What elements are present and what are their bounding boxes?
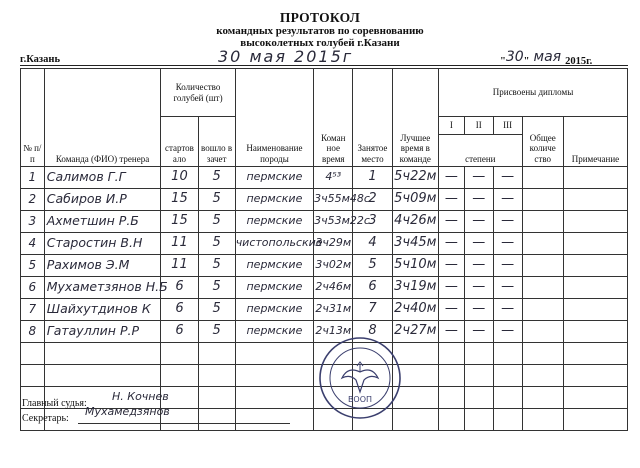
- cell-place: 8: [353, 321, 392, 343]
- cell-degree-3: —: [493, 255, 522, 277]
- cell-place: 1: [353, 167, 392, 189]
- cell-note: [563, 321, 627, 343]
- date-close-quote: ": [523, 56, 530, 67]
- stamp-seal-icon: [318, 336, 402, 420]
- cell-degree-2: —: [464, 321, 493, 343]
- cell-total: [522, 277, 563, 299]
- empty-cell: [522, 387, 563, 409]
- empty-cell: [44, 365, 161, 387]
- empty-cell: [161, 365, 198, 387]
- empty-cell: [21, 365, 45, 387]
- empty-cell: [235, 409, 313, 431]
- cell-number: 7: [21, 299, 45, 321]
- empty-cell: [493, 343, 522, 365]
- cell-team: Сабиров И.Р: [44, 189, 161, 211]
- empty-cell: [161, 343, 198, 365]
- table-row: [21, 167, 628, 189]
- cell-total: [522, 255, 563, 277]
- cell-note: [563, 211, 627, 233]
- cell-best-time: 5ч09м: [392, 189, 438, 211]
- empty-cell: [563, 365, 627, 387]
- cell-total: [522, 167, 563, 189]
- empty-cell: [522, 409, 563, 431]
- table-row: [21, 255, 628, 277]
- col-number: № п/п: [21, 69, 45, 167]
- cell-degree-3: —: [493, 167, 522, 189]
- empty-cell: [439, 409, 465, 431]
- cell-team-time: 3ч53м22с: [314, 211, 353, 233]
- cell-started: 11: [161, 255, 198, 277]
- col-degree-2: II: [464, 117, 493, 135]
- cell-counted: 5: [198, 189, 235, 211]
- cell-total: [522, 211, 563, 233]
- empty-cell: [563, 387, 627, 409]
- cell-started: 6: [161, 277, 198, 299]
- col-degree-1: I: [439, 117, 465, 135]
- date-month: мая: [533, 49, 562, 65]
- empty-cell: [198, 409, 235, 431]
- date-year: 2015г.: [565, 56, 593, 67]
- table-row: [21, 211, 628, 233]
- cell-best-time: 5ч10м: [392, 255, 438, 277]
- empty-cell: [21, 343, 45, 365]
- cell-started: 15: [161, 211, 198, 233]
- cell-place: 5: [353, 255, 392, 277]
- empty-cell: [493, 365, 522, 387]
- col-degree-3: III: [493, 117, 522, 135]
- cell-degree-1: —: [439, 299, 465, 321]
- empty-cell: [439, 343, 465, 365]
- col-team-time: Коман ное время: [314, 69, 353, 167]
- cell-degree-1: —: [439, 255, 465, 277]
- col-started: стартов ало: [161, 117, 198, 167]
- cell-counted: 5: [198, 277, 235, 299]
- cell-number: 4: [21, 233, 45, 255]
- cell-number: 2: [21, 189, 45, 211]
- cell-counted: 5: [198, 233, 235, 255]
- col-note: Примечание: [563, 117, 627, 167]
- cell-number: 5: [21, 255, 45, 277]
- cell-team: Гатауллин Р.Р: [44, 321, 161, 343]
- cell-counted: 5: [198, 299, 235, 321]
- cell-breed: пермские: [235, 277, 313, 299]
- col-counted: вошло в зачет: [198, 117, 235, 167]
- cell-best-time: 2ч27м: [392, 321, 438, 343]
- cell-team-time: 2ч13м: [314, 321, 353, 343]
- cell-team: Шайхутдинов К: [44, 299, 161, 321]
- cell-place: 6: [353, 277, 392, 299]
- empty-cell: [198, 343, 235, 365]
- cell-note: [563, 233, 627, 255]
- cell-degree-2: —: [464, 189, 493, 211]
- empty-cell: [464, 409, 493, 431]
- chief-judge-signature: Н. Кочнев: [112, 390, 169, 403]
- cell-degree-2: —: [464, 233, 493, 255]
- cell-note: [563, 299, 627, 321]
- protocol-title: ПРОТОКОЛ: [279, 10, 361, 25]
- cell-breed: пермские: [235, 211, 313, 233]
- cell-total: [522, 321, 563, 343]
- cell-breed: чистопольские: [235, 233, 313, 255]
- cell-total: [522, 189, 563, 211]
- date-day: 30: [505, 49, 524, 65]
- cell-team: Рахимов Э.М: [44, 255, 161, 277]
- cell-degree-1: —: [439, 167, 465, 189]
- cell-team: Мухаметзянов Н.Б: [44, 277, 161, 299]
- empty-cell: [235, 365, 313, 387]
- cell-team-time: 2ч46м: [314, 277, 353, 299]
- col-breed: Наименование породы: [235, 69, 313, 167]
- cell-number: 1: [21, 167, 45, 189]
- cell-degree-1: —: [439, 189, 465, 211]
- empty-cell: [493, 387, 522, 409]
- secretary-signature: Мухамедзянов: [85, 405, 170, 418]
- chief-judge-label: Главный судья:: [22, 398, 87, 409]
- cell-team-time: 3ч29м: [314, 233, 353, 255]
- table-row: [21, 189, 628, 211]
- empty-cell: [464, 343, 493, 365]
- cell-degree-3: —: [493, 211, 522, 233]
- col-total: Общее количе ство: [522, 117, 563, 167]
- cell-best-time: 2ч40м: [392, 299, 438, 321]
- cell-place: 7: [353, 299, 392, 321]
- empty-cell: [44, 343, 161, 365]
- cell-total: [522, 299, 563, 321]
- table-row: [21, 233, 628, 255]
- cell-started: 10: [161, 167, 198, 189]
- empty-cell: [522, 343, 563, 365]
- cell-number: 8: [21, 321, 45, 343]
- col-count-group: Количество голубей (шт): [161, 69, 235, 117]
- cell-best-time: 3ч19м: [392, 277, 438, 299]
- cell-team: Старостин В.Н: [44, 233, 161, 255]
- empty-cell: [235, 343, 313, 365]
- secretary-signature-line: [78, 423, 290, 424]
- cell-breed: пермские: [235, 321, 313, 343]
- table-row: [21, 299, 628, 321]
- cell-place: 4: [353, 233, 392, 255]
- cell-note: [563, 277, 627, 299]
- cell-counted: 5: [198, 167, 235, 189]
- cell-note: [563, 255, 627, 277]
- empty-cell: [464, 365, 493, 387]
- col-degrees: степени: [439, 135, 523, 167]
- table-row: [21, 277, 628, 299]
- cell-counted: 5: [198, 321, 235, 343]
- cell-note: [563, 167, 627, 189]
- city-label: г.Казань: [20, 54, 61, 65]
- cell-degree-1: —: [439, 211, 465, 233]
- col-place: Занятое место: [353, 69, 392, 167]
- header-underline: [20, 65, 628, 66]
- cell-degree-2: —: [464, 167, 493, 189]
- protocol-subtitle-1: командных результатов по соревнованию: [216, 25, 424, 37]
- cell-number: 3: [21, 211, 45, 233]
- cell-team: Ахметшин Р.Б: [44, 211, 161, 233]
- empty-cell: [464, 387, 493, 409]
- col-diplomas-group: Присвоены дипломы: [439, 69, 628, 117]
- cell-breed: пермские: [235, 255, 313, 277]
- cell-degree-1: —: [439, 277, 465, 299]
- col-best-time: Лучшее время в команде: [392, 69, 438, 167]
- cell-best-time: 4ч26м: [392, 211, 438, 233]
- cell-degree-1: —: [439, 321, 465, 343]
- col-team: Команда (ФИО) тренера: [44, 69, 161, 167]
- empty-cell: [563, 343, 627, 365]
- empty-cell: [522, 365, 563, 387]
- cell-degree-3: —: [493, 277, 522, 299]
- cell-team-time: 3ч02м: [314, 255, 353, 277]
- protocol-subtitle-2: высоколетных голубей г.Казани: [240, 37, 400, 49]
- cell-place: 2: [353, 189, 392, 211]
- cell-counted: 5: [198, 255, 235, 277]
- cell-team-time: 4⁵³: [314, 167, 353, 189]
- cell-started: 6: [161, 299, 198, 321]
- cell-degree-1: —: [439, 233, 465, 255]
- cell-started: 11: [161, 233, 198, 255]
- handwritten-date: 30 мая 2015г: [218, 47, 354, 66]
- empty-cell: [563, 409, 627, 431]
- cell-degree-3: —: [493, 321, 522, 343]
- cell-degree-2: —: [464, 255, 493, 277]
- cell-degree-3: —: [493, 189, 522, 211]
- cell-total: [522, 233, 563, 255]
- empty-cell: [493, 409, 522, 431]
- cell-number: 6: [21, 277, 45, 299]
- cell-note: [563, 189, 627, 211]
- empty-cell: [198, 365, 235, 387]
- date-open-quote: ": [500, 56, 506, 67]
- organization-stamp: [318, 336, 402, 425]
- empty-cell: [235, 387, 313, 409]
- cell-counted: 5: [198, 211, 235, 233]
- cell-team: Салимов Г.Г: [44, 167, 161, 189]
- cell-best-time: 3ч45м: [392, 233, 438, 255]
- cell-team-time: 2ч31м: [314, 299, 353, 321]
- cell-started: 15: [161, 189, 198, 211]
- cell-team-time: 3ч55м48с: [314, 189, 353, 211]
- empty-cell: [439, 387, 465, 409]
- cell-place: 3: [353, 211, 392, 233]
- cell-degree-2: —: [464, 277, 493, 299]
- cell-degree-2: —: [464, 211, 493, 233]
- empty-cell: [198, 387, 235, 409]
- cell-breed: пермские: [235, 189, 313, 211]
- cell-degree-2: —: [464, 299, 493, 321]
- cell-breed: пермские: [235, 299, 313, 321]
- cell-degree-3: —: [493, 233, 522, 255]
- cell-best-time: 5ч22м: [392, 167, 438, 189]
- cell-degree-3: —: [493, 299, 522, 321]
- secretary-label: Секретарь:: [22, 413, 69, 424]
- empty-cell: [439, 365, 465, 387]
- cell-breed: пермские: [235, 167, 313, 189]
- cell-started: 6: [161, 321, 198, 343]
- stamp-text: ВООП: [347, 395, 373, 404]
